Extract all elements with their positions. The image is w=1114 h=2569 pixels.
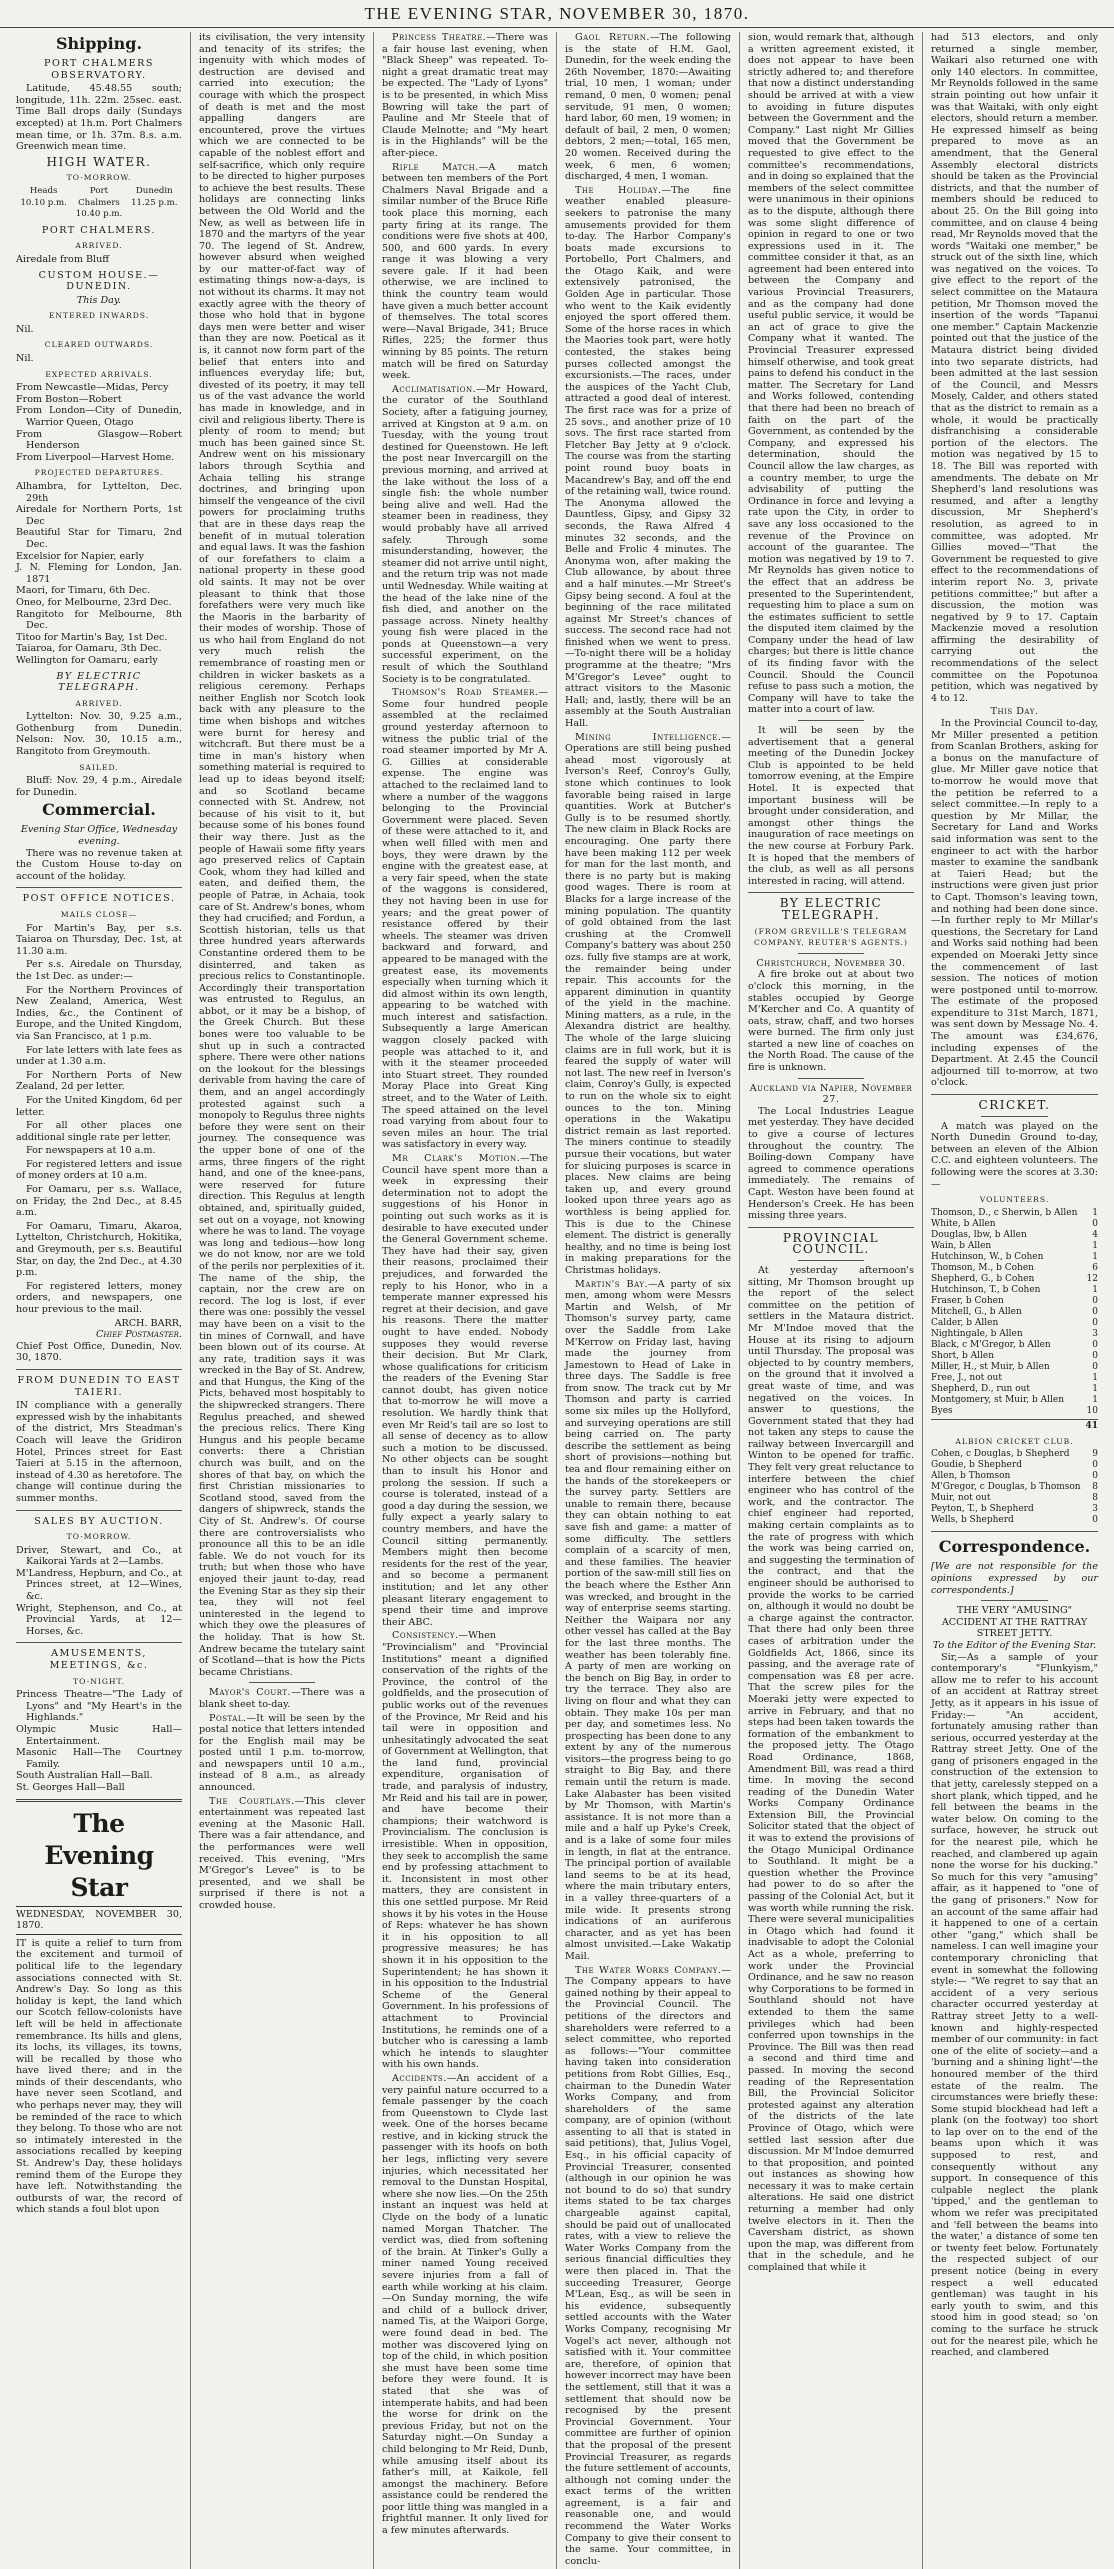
article-courtlays: The Courtlays.—This clever entertainment was repeated last evening at the Masonic Hall. There was a fair attendance, and the performances were well received. This evening, "Mrs M'Gregor's Levee" is to be presented, and we shall be surprised if there is not a crowded house. [199, 1795, 365, 1911]
total-row: 41 [931, 1419, 1098, 1432]
article-item: Mr Clark's Motion.—The Council have spent more than a week in expressing their determination not to adopt the suggestions of his Honor in pointing out such works as it is desirable to have executed under the General Government scheme. They have had their say, given their reasons, proclaimed their prejudices, and forwarded the reply to his Honor, who in a temperate manner expressed his regret at their decision, and gave his reasons. There the matter ought to have ended. Nobody supposes they would reverse their decision. But Mr Clark, whose qualifications for criticism the readers of the Evening Star cannot doubt, has given notice that to-morrow he will move a resolution. We hardly think that even Mr Reid's tail are so lost to all sense of decency as to allow such a motion to be discussed. No other objects can be sought than to insult his Honor and prolong the session. If such a course is tolerated, instead of a good a day during the session, we fully expect a yearly salary to country members, and have the Council sitting permanently. Members might then become residents for the rest of the year, and so become a permanent institution; and let any other pleasant literary engagement to spend their time and improve their ABC. [382, 1153, 548, 1628]
arrived-text: Airedale from Bluff [16, 253, 110, 265]
table-row: Thomson, M., b Cohen 6 [931, 1262, 1098, 1273]
column-1 [8, 32, 191, 2569]
amusements-list [16, 1689, 182, 1793]
list-item: Olympic Music Hall—Entertainment. [16, 1724, 182, 1747]
article-item: Gaol Return.—The following is the state of H.M. Gaol, Dunedin, for the week ending the 26th November, 1870:—Awaiting trial, 10 men, 1 woman; under remand, 0 men, 0 women; penal servitude, 91 men, 0 women; hard labor, 60 men, 19 women; in default of bail, 2 men, 0 women; debtors, 2 men;—total, 165 men, 20 women. Received during the week, 6 men, 6 women; discharged, 4 men, 1 woman. [565, 32, 731, 183]
amusements-heading: AMUSEMENTS, MEETINGS, &c. [49, 1648, 149, 1672]
list-item: M'Landress, Hepburn, and Co., at Princes street, at 12—Wines, &c. [16, 1567, 182, 1603]
table-row: Montgomery, st Muir, b Allen 1 [931, 1394, 1098, 1405]
mails-list [16, 923, 182, 1316]
table-row: Short, b Allen 0 [931, 1350, 1098, 1361]
article-item: Mining Intelligence.—Operations are still being pushed ahead most vigorously at Iverson's Reef, Conroy's Gully, stone which continues to look favorable being raised in large quantities. Work at Butcher's Gully is to be resumed shortly. The new claim in Black Rocks are encouraging. One party there have been making 112 per week for man for the last month, and there is no party but is making good wages. There is room at Blacks for a large increase of the mining population. The quantity of gold obtained from the last crushing at the Cromwell Company's battery was about 250 ozs. fully five stamps are at work, the remainder being under repair. This accounts for the apparent diminution in quantity of the yield in the machine. Mining matters, as a rule, in the Alexandra district are healthy. The whole of the large sluicing claims are in full work, but it is feared the supply of water will not last. The new reef in Iverson's claim, Conroy's Gully, is expected to run on the whole six to eight ounces to the ton. Mining operations in the Wakatipu district remain as last reported. The miners continue to steadily pursue their vocations, but water for sluicing purposes is scarce in places. New claims are being taken up, and every ground looked upon three years ago as worthless is being applied for. This is due to the Chinese element. The district is generally healthy, and no time is being lost in making preparations for the Christmas holidays. [565, 731, 731, 1276]
projected-departures-label: PROJECTED DEPARTURES. [34, 468, 164, 478]
cleared-outwards-label: CLEARED OUTWARDS. [44, 340, 154, 350]
table-row: Wells, b Shepherd 0 [931, 1515, 1098, 1526]
table-row: Free, J., not out 1 [931, 1372, 1098, 1383]
masthead [0, 0, 1114, 28]
departures-list [16, 481, 182, 667]
po-footer: Chief Post Office, Dunedin, Nov. 30, 1870. [16, 1340, 182, 1364]
list-item: For registered letters, money orders, and newspapers, one hour previous to the mail. [16, 1280, 182, 1315]
observatory-heading: PORT CHALMERS OBSERVATORY. [44, 58, 154, 81]
table-row: Calder, b Allen 0 [931, 1317, 1098, 1328]
observatory-text: Latitude, 45.48.55 south; longitude, 11h. 22m. 25sec. east. Time Ball drops daily (Sundays excepted) at 1h.m. Port Chalmers mean time, or 1h. 37m. 8.s. a.m. Greenwich mean time. [16, 83, 182, 153]
list-item: Taiaroa, for Oamaru, 3th Dec. [16, 643, 162, 655]
list-item: Masonic Hall—The Courtney Family. [16, 1747, 182, 1770]
council-continued: had 513 electors, and only returned a single member, Waikari also returned one with only 140 electors. In committee, Mr Reynolds followed in the same strain pointing out how unfair it was that Waitaki, with only eight electors, should return a member. He expressed himself as being prepared to move as an amendment, that the General Assembly electoral districts should be taken as the Provincial districts, and that the number of members should be reduced to about 25. On the Bill going into committee, and on clause 4 being read, Mr Reynolds moved that the words "Waitaki one member," be struck out of the sixth line, which was negatived on the voices. To give effect to the report of the select committee on the Mataura petition, Mr Thomson moved the insertion of the words "Tapanui one member." Captain Mackenzie pointed out that the justice of the Mataura district being divided into two separate districts, had been admitted at the last session of the Council, and Messrs Mosely, Calder, and others stated that as the district to remain as a whole, it would be practically disfranchising a considerable portion of the electors. The motion was negatived by 15 to 18. The Bill was reported with amendments. The debate on Mr Shepherd's land resolutions was resumed, and after a lengthy discussion, Mr Shepherd's resolution, as agreed to in committee, was adopted. Mr Gillies moved—"That the Government be requested to give effect to the recommendations of interim report No. 3, private petitions committee;" but after a discussion, the motion was negatived by 9 to 17. Captain Mackenzie moved a resolution affirming the desirability of carrying out the recommendations of the select committee on the Popotunoa petition, which was negatived by 4 to 12. [931, 32, 1098, 704]
mails-close-label: MAILS CLOSE— [60, 910, 138, 919]
sailed-label: SAILED. [79, 762, 119, 772]
nil-2: Nil. [16, 353, 34, 365]
waterworks-continued: sion, would remark that, although a written agreement existed, it does not appear to have been strictly adhered to; and therefore that now a distinct understanding should be arrived at with a view to avoiding in future disputes between the Government and the Company." Last night Mr Gillies moved that the Government be requested to give effect to the committee's recommendations, and in doing so explained that the members of the select committee were unanimous in their opinions as to the dispute, although there was some slight difference of opinion in regard to one or two expressions used in it. The committee consider it that, as an agreement had been entered into between the Company and various Provincial Treasurers, and as the company had done useful public service, it would be an act of grace to give the Company what it wanted. The Provincial Treasurer expressed himself otherwise, and took great pains to defend his conduct in the matter. The Secretary for Land and Works followed, contending that there had been no breach of faith on the part of the Government, as contended by the Company, and expressed his determination, should the Council allow the law charges, as a country member, to urge the advisability of putting the Ordinance in force and levying a rate upon the City, in order to save any loss occasioned to the revenue of the Province on account of the guarantee. The motion was negatived by 19 to 7. Mr Reynolds has given notice to the effect that an address be presented to the Superintendent, requesting him to place a sum on the estimates sufficient to settle the disputed item claimed by the Company under the head of law charges; but there is little chance of its finding favor with the Council. Should the Council refuse to pass such a motion, the Company will have to take the matter into a court of law. [748, 32, 914, 716]
article-item: The Water Works Company.—The Company appears to have gained nothing by their appeal to the Provincial Council. The petitions of the directors and shareholders were referred to a select committee, who reported as follows:—"Your committee having taken into consideration petitions from Robt Gillies, Esq., chairman to the Dunedin Water Works Company, and from shareholders of the same company, are of opinion (without assenting to all that is stated in said petitions), that, Julius Vogel, Esq., in his official capacity of Provincial Treasurer, consented (although in our opinion he was not bound to do so) that sundry items stated to be tax charges chargeable against capital, should be paid out of unallocated rates, with a view to relieve the Water Works Company from the serious financial difficulties they were then placed in. That the succeeding Treasurer, George M'Lean, Esq., as will be seen in his evidence, subsequently settled accounts with the Water Works Company, recognising Mr Vogel's act never, although not satisfied with it. Your committee are, therefore, of opinion that however incorrect may have been the settlement, still that it was a settlement that should now be recognised by the present Provincial Government. Your committee are further of opinion that the proposal of the present Provincial Treasurer, as regards the future settlement of accounts, although not coming under the exact terms of the written agreement, is a fair and reasonable one, and would recommend the Water Works Company to give their consent to the same. Your committee, in conclu- [565, 1964, 731, 2567]
arrived2-label: ARRIVED. [75, 698, 123, 708]
expected-arrivals-label: EXPECTED ARRIVALS. [45, 369, 153, 379]
correspondence-note: [We are not responsible for the opinions expressed by our correspondents.] [931, 1561, 1098, 1596]
article-item: Consistency.—When "Provincialism" and "Provincial Institutions" meant a dignified conservation of the rights of the Province, the control of the goldfields, and the prosecution of public works out of the revenues of the Province, Mr Reid and his tail were in opposition and unhesitatingly advocated the seat of Government at Wellington, that the land fund, provincial expenditure, organisation of trade, and paralysis of industry, Mr Reid and his tail are in power, and have become their champions; their watchword is Provincialism. The conclusion is irresistible. When in opposition, they seek to accomplish the same end by professing attachment to it. Inconsistent in most other matters, they are consistent in this one settled purpose. Mr Reid shows it by his votes in the House of Reps: whatever he has shown it in his opposition to all progressive measures; he has shown it in his opposition to the Superintendent; he has shown it in his opposition to the Industrial Scheme of the General Government. In his professions of attachment to Provincial Institutions, he reminds one of a butcher who is caressing a lamb which he intends to slaughter with his own hands. [382, 1630, 548, 2071]
telegraph-credit: (FROM GREVILLE'S TELEGRAM COMPANY, REUTER'S AGENTS.) [753, 926, 908, 948]
list-item: Maori, for Timaru, 6th Dec. [16, 585, 151, 597]
christchurch-text: A fire broke out at about two o'clock this morning, in the stables occupied by George M'Kercher and Co. A quantity of oats, straw, chaff, and two horses were burned. The firm only just started a new line of coaches on the North Road. The cause of the fire is unknown. [748, 969, 914, 1074]
telegraph-title: BY ELECTRIC TELEGRAPH. [779, 896, 883, 922]
correspondence-heading: Correspondence. [938, 1537, 1091, 1557]
table-row: Thomson, D., c Sherwin, b Allen 1 [931, 1207, 1098, 1218]
table-row: Nightingale, b Allen 3 [931, 1328, 1098, 1339]
po-signature-name: ARCH. BARR, [114, 1317, 182, 1329]
masthead-title: THE EVENING STAR, NOVEMBER 30, 1870. [364, 3, 750, 23]
this-day-label: This Day. [76, 294, 122, 306]
article-item: Acclimatisation.—Mr Howard, the curator of the Southland Society, after a fatiguing journey, arrived at Kingston at 9 a.m. on Tuesday, with the young trout destined for Queenstown. He left the post near Invercargill on the previous morning, and arrived at the lake without the loss of a single fish: the whole number being alive and well. Had the steamer been in readiness, they would probably have all arrived safely. Through some misunderstanding, however, the steamer did not arrive until night, and the return trip was not made until Wednesday. While waiting at the head of the lake nine of the fish died, and another on the passage across. Ninety healthy young fish were placed in the ponds at Queenstown—a very successful experiment, on the result of which the Southland Society is to be congratulated. [382, 383, 548, 685]
albion-scorecard [931, 1449, 1098, 1526]
list-item: Rangitoto for Melbourne, 8th Dec. [16, 608, 182, 632]
dateline: WEDNESDAY, NOVEMBER 30, 1870. [16, 1906, 182, 1935]
article-item: Martin's Bay.—A party of six men, among whom were Messrs Martin and Welsh, of Mr Thomson's survey party, came over the Saddle from Lake M'Kerrow on Friday last, having made the journey from Jamestown to Head of Lake in three days. The Saddle is free from snow. The track cut by Mr Thomson and party is carried some six miles up the Hollyford, and surveying operations are still being carried on. The party describe the settlement as being short of provisions—nothing but tea and flour remaining either on the hands of the storekeepers or the survey party. Settlers are unable to remain there, because they can obtain nothing to eat save fish and game: a matter of some difficulty. The settlers complain of a scarcity of men, and these families. The heavier portion of the saw-mill still lies on the beach where the Esther Ann was wrecked, and brought in the way of enterprise seems starting. Neither the Waipara nor any other vessel has called at the Bay for the last three months. The weather has been tolerably fine. A party of men are working on the bench on Big Bay, in order to try the terrace. They also are living on flour and what they can obtain. They make 10s per man per day, and sometimes less. No prospecting has been done to any extent by any of the numerous visitors—the progress being to go straight to Big Bay, and there remain until the return is made. Lake Alabaster has been visited by Mr Thomson, with Martin's assistance. It is not more than a mile and a half up Pyke's Creek, and is a lake of some four miles in length, in flat at the entrance. The principal portion of available land seems to be at its head, where the main tributary enters, in a valley three-quarters of a mile wide. It presents strong indications of an auriferous character, and as yet has been almost unvisited.—Lake Wakatip Mail. [565, 1278, 731, 1962]
list-item: For late letters with late fees as under at 1.30 a.m. [16, 1044, 182, 1068]
commercial-heading: Commercial. [42, 800, 156, 820]
list-item: Titoo for Martin's Bay, 1st Dec. [16, 631, 168, 643]
high-water-heading: HIGH WATER. [46, 154, 152, 169]
list-item: From Glasgow—Robert Henderson [16, 428, 182, 452]
table-row: Douglas, lbw, b Allen 4 [931, 1229, 1098, 1240]
table-row: Peyton, T., b Shepherd 3 [931, 1504, 1098, 1515]
auckland-text: The Local Industries League met yesterday. They have decided to give a course of lectures throughout the country. The Boiling-down Company have agreed to commence operations immediately. The remains of Capt. Weston have been found at Henderson's Creek. He has been missing three years. [748, 1105, 914, 1222]
table-row: Hutchinson, W., b Cohen 1 [931, 1251, 1098, 1262]
table-row: Allen, b Thomson 0 [931, 1471, 1098, 1482]
volunteers-heading: VOLUNTEERS. [979, 1195, 1050, 1205]
column-4 [557, 32, 740, 2569]
auction-heading: SALES BY AUCTION. [34, 1515, 164, 1527]
list-item: Wright, Stephenson, and Co., at Provincial Yards, at 12—Horses, &c. [16, 1602, 182, 1637]
auction-list [16, 1545, 182, 1638]
telegraph-heading: BY ELECTRIC TELEGRAPH. [56, 670, 142, 694]
christchurch-dateline: Christchurch, November 30. [756, 957, 906, 969]
tide-port-chalmers: Port Chalmers 10.40 p.m. [75, 185, 123, 220]
entered-inwards-label: ENTERED INWARDS. [48, 311, 150, 321]
list-item: J. N. Fleming for London, Jan. 1871 [16, 562, 182, 585]
commercial-office: Evening Star Office, Wednesday evening. [20, 824, 178, 848]
list-item: From Boston—Robert [16, 393, 122, 405]
list-item: Per s.s. Airedale on Thursday, the 1st Dec. as under:— [16, 959, 182, 982]
letter-salutation: To the Editor of the Evening Star. [932, 1639, 1097, 1651]
table-row: Byes 10 [931, 1405, 1098, 1416]
list-item: Wellington for Oamaru, early [16, 654, 158, 666]
list-item: St. Georges Hall—Ball [16, 1781, 125, 1793]
column-6 [923, 32, 1106, 2569]
auction-tomorrow-label: TO-MORROW. [66, 1532, 132, 1542]
volunteers-scorecard [931, 1208, 1098, 1432]
commercial-text: There was no revenue taken at the Custom House to-day on account of the holiday. [16, 847, 182, 882]
sailed-text: Bluff: Nov. 29, 4 p.m., Airedale for Dunedin. [16, 775, 182, 798]
races-notice: It will be seen by the advertisement that a general meeting of the Dunedin Jockey Club is appointed to be held tomorrow evening, at the Empire Hotel. It is expected that important business will be brought under consideration, and amongst other things the inauguration of race meetings on the new course at Forbury Park. It is hoped that the members of the club, as well as all persons interested in racing, will attend. [748, 725, 914, 887]
leader-continued: its civilisation, the very intensity and tenacity of its strifes; the ingenuity with which modes of destruction are devised and carried into execution; the courage with which the prospect of death is met and the most appalling dangers are encountered, prove the virtues which we are connected to be capable of the noblest effort and self-sacrifice, which only require to be directed to higher purposes to achieve the best results. These holidays are connecting links between the Old World and the New, as well as between life in 1870 and the martyrs of the year 70. The legend of St. Andrew, however absurd when weighed by our matter-of-fact way of estimating things now-a-days, is not without its charms. It may not exactly agree with the theory of those who hold that in bygone days men were better and wiser than they are now. Poetical as it is, it cannot now form part of the belief that enters into and influences everyday life; but, divested of its poetry, it may tell us of the vast advance the world has made in knowledge, and in civil and religious liberty. There is plenty of room to mend; but much has been gained since St. Andrew went on his missionary labors through Scythia and Achaia telling his strange doctrines, and bringing upon himself the vengeance of the civil powers for proclaiming truths that are in these days reap the benefit of in mutual toleration and equal laws. It was the fashion of our forefathers to claim a national property in these good old saints. It may not be over pleasant to think that those forefathers were very much like the Maoris in the barbarity of their modes of worship. Those of us who hail from England do not very much relish the remembrance of roasting men or children in wicker baskets as a religious ceremony. Perhaps neither English nor Scotch look back with any pleasure to the time when bishops and witches were burnt for heresy and witchcraft. But there must be a time in man's history when something material is required to lead up to ideas beyond itself; and so Scotland became connected with St. Andrew, not because of his visit to it, but because some of his bones found their way there. Just as the people of Hawaii some fifty years ago preserved relics of Captain Cook, whom they had killed and eaten, and deified them, the people of Patræ, in Achaia, took care of St. Andrew's bones, whom they had crucified; and Fordun, a Scottish historian, tells us that three hundred years afterwards Constantine ordered them to be disinterred, and taken as precious relics to Constantinople. Accordingly their transportation was entrusted to Regulus, an abbot, or it may be a bishop, of the Greek Church. But these bones were too valuable to be shut up in such a contracted sphere. There were other nations on the lookout for the blessings derivable from having the care of them, and an angel accordingly protested against such a monopoly to Regulus three nights before they were sent on their journey. The consequence was the upper bone of one of the arms, three fingers of the right hand, and one of the knee-pans, were reserved for future direction. This Regulus at length obtained, and, spiritually guided, set out on a voyage, not knowing where he was to land. The voyage was long and tedious—how long we do not know, nor are we told of the perils nor perplexities of it. The name of the ship, the captain, nor the crew are on record. The log is lost, if ever there was one: possibly the vessel may have been on a visit to the tin mines of Cornwall, and have been blown out of its course. At any rate, tradition says it was wrecked in the Bay of St. Andrew, and that Hungus, the King of the Picts, behaved most hospitably to the shipwrecked strangers. There Regulus preached, and shewed the precious relics. There King Hungus and his people became converts: there a Christian church was built, and on the shores of that bay, on which the first Christian missionaries to Scotland stood, saved from the dangers of shipwreck, stands the City of St. Andrew's. Of course there are controversialists who pronounce all this to be an idle fable. We do not vouch for its truth; but when those who have enjoyed their jaunt to-day, read the Evening Star as they sip their tea, they will not feel uninterested in the legend to which they owe the pleasures of the holiday. That is how St. Andrew became the tutelary saint of Scotland—that is how the Picts became Christians. [199, 32, 365, 1678]
article-postal: Postal.—It will be seen by the postal notice that letters intended for the English mail may be posted until 1 p.m. to-morrow, and newspapers until 10 a.m., instead of 8 a.m., as already announced. [199, 1712, 365, 1794]
tide-dunedin: Dunedin 11.25 p.m. [131, 185, 178, 208]
list-item: Oneo, for Melbourne, 23rd Dec. [16, 596, 172, 608]
list-item: From Newcastle—Midas, Percy [16, 382, 169, 394]
list-item: From Liverpool—Harvest Home. [16, 451, 175, 463]
article-item: Thomson's Road Steamer.—Some four hundred people assembled at the reclaimed ground yesterday afternoon to witness the public trial of the road steamer imported by Mr A. G. Gillies at considerable expense. The engine was attached to the reclaimed land to where a number of the waggons belonging to the Provincial Government were placed. Seven of these were attached to it, and when well filled with men and boys, they were drawn by the engine with the greatest ease, at a very fair speed, when the state of the waggons is considered, they not having been in use for years; and the great power of resistance offered by their wheels. The steamer was driven backward and forward, and appeared to be managed with the greatest ease, its movements especially when turning which it did almost within its own length, appearing to be watched with much interest and satisfaction. Subsequently a large American waggon closely packed with people was attached to it, and with it the steamer proceeded into Stuart street. They rounded Moray Place into Great King street, and to the Water of Leith. The speed attained on the level road varying from about four to seven miles an hour. The trial was satisfactory in every way. [382, 687, 548, 1151]
cricket-intro: A match was played on the North Dunedin Ground to-day, between an eleven of the Albion C.C. and eighteen volunteers. The following were the scores at 3.30:— [931, 1120, 1098, 1190]
arrived-label: ARRIVED. [75, 241, 123, 251]
list-item: Excelsior for Napier, early [16, 550, 145, 562]
list-item: For the Northern Provinces of New Zealand, America, West Indies, &c., the Continent of Europe, and the United Kingdom, via San Francisco, at 1 p.m. [16, 984, 182, 1042]
leader-text: IT is quite a relief to turn from the excitement and turmoil of political life to the legendary associations connected with St. Andrew's Day. So long as this holiday is kept, the land which our Scotch fellow-colonists have left will be held in affectionate remembrance. Its hills and glens, its lochs, its villages, its towns, will be recalled by those who have lived there; and in the minds of their descendants, who have never seen Scotland, and who perhaps never may, they will be reminded of the race to which they belong. To those who are not so intimately interested in the associations recalled by keeping St. Andrew's Day, these holidays remind them of the Europe they have left. Notwithstanding the outbursts of war, the record of which stands a foul blot upon [16, 1937, 182, 2216]
paper-title: The Evening Star [44, 1808, 154, 1902]
article-item: Princess Theatre.—There was a fair house last evening, when "Black Sheep" was repeated. To-night a great dramatic treat may be expected. The "Lady of Lyons" is to be presented, in which Miss Bowring will take the part of Pauline and Mr Steele that of Claude Melnotte; and "My heart is in the Highlands" will be the after-piece. [382, 32, 548, 159]
po-signature-title: Chief Postmaster. [95, 1329, 182, 1341]
article-item: Rifle Match.—A match between ten members of the Port Chalmers Naval Brigade and a similar number of the Bruce Rifle took place this morning, each party firing at its range. The conditions were five shots at 400, 500, and 600 yards. In every range it was blowing a very severe gale. If it had been otherwise, we are inclined to think the country team would have given a much better account of themselves. The total scores were—Naval Brigade, 341; Bruce Rifles, 225; the former thus winning by 85 points. The return match will be fired on Saturday week. [382, 161, 548, 382]
list-item: For registered letters and issue of money orders at 10 a.m. [16, 1158, 182, 1182]
column-2 [191, 32, 374, 2569]
tomorrow-label: TO-MORROW. [66, 173, 132, 183]
tonight-label: TO-NIGHT. [73, 1676, 125, 1686]
list-item: For newspapers at 10 a.m. [26, 1145, 156, 1157]
table-row: Muir, not out 8 [931, 1493, 1098, 1504]
list-item: Alhambra, for Lyttelton, Dec. 29th [16, 481, 182, 504]
table-row: M'Gregor, c Douglas, b Thomson 8 [931, 1482, 1098, 1493]
shipping-heading: Shipping. [55, 34, 143, 53]
taieri-heading: FROM DUNEDIN TO EAST TAIERI. [17, 1374, 181, 1398]
this-day-heading: This Day. [990, 706, 1039, 718]
table-row: Wain, b Allen 1 [931, 1240, 1098, 1251]
article-item: The Holiday.—The fine weather enabled pleasure-seekers to patronise the many amusements provided for them to-day. The Harbor Company's boats made excursions to Portobello, Port Chalmers, and the Otago Kaik, and were extensively patronised, the Golden Age in particular. Those who went to the Kaik evidently enjoyed the sport offered them. Some of the horse races in which the Maories took part, were hotly contested, the stakes being purses collected amongst the excursionists.—The races, under the auspices of the Yacht Club, attracted a good deal of interest. The first race was for a prize of 25 sovs., and another prize of 10 sovs. The first race started from Fletcher Bay Jetty at 9 o'clock. The course was from the starting point round buoy boats in Macandrew's Bay, and off the end of the retaining wall, twice round. The Anonyma allowed the Dauntless, Gipsy, and Gipsy 32 seconds, the Rawa Alfred 4 minutes 32 seconds, and the Belle and Frolic 4 minutes. The Anonyma won, after making the Club allowance, by about three and a half minutes.—Mr Street's Gipsy being second. A foul at the beginning of the race militated against Mr Street's chances of success. The second race had not finished when we went to press.—To-night there will be a holiday programme at the theatre; "Mrs M'Gregor's Levee" ought to attract visitors to the Masonic Hall; and, lastly, there will be an assembly at the South Australian Hall. [565, 184, 731, 730]
list-item: For Oamaru, Timaru, Akaroa, Lyttelton, Christchurch, Hokitika, and Greymouth, per s.s. Beautiful Star, on day, the 2nd Dec., at 4.30 p.m. [16, 1220, 182, 1279]
list-item: From London—City of Dunedin, Warrior Queen, Otago [16, 405, 182, 429]
list-item: South Australian Hall—Ball. [16, 1770, 153, 1782]
table-row: Black, c M'Gregor, b Allen 0 [931, 1339, 1098, 1350]
this-day-text: In the Provincial Council to-day, Mr Miller presented a petition from Scanlan Brothers, asking for a bonus on the manufacture of glue. Mr Miller gave notice that to-morrow he would move that the petition be referred to a select committee.—In reply to a question by Mr Millar, the Secretary for Land and Works said information was sent to the engineer to act with the harbor master to examine the sandbank at Taieri Head; but the instructions were given just prior to Capt. Thomson's leaving town, and nothing had been done since.—In further reply to Mr Millar's questions, the Secretary for Land and Works said nothing had been expended on Moeraki Jetty since the commencement of last session. The notices of motion were postponed until to-morrow. The estimate of the proposed expenditure to 31st March, 1871, was sent down by Message No. 4. The amount was £34,676, including expenses of the Department. At 2.45 the Council adjourned till to-morrow, at two o'clock. [931, 718, 1098, 1089]
list-item: For Martin's Bay, per s.s. Taiaroa on Thursday, Dec. 1st, at 11.30 a.m. [16, 922, 182, 957]
table-row: Hutchinson, T., b Cohen 1 [931, 1284, 1098, 1295]
table-row: Shepherd, D., run out 1 [931, 1383, 1098, 1394]
table-row: Cohen, c Douglas, b Shepherd 9 [931, 1449, 1098, 1460]
port-chalmers-heading: PORT CHALMERS. [41, 224, 157, 236]
nil-1: Nil. [16, 323, 34, 335]
table-row: Goudie, b Shepherd 0 [931, 1460, 1098, 1471]
list-item: Beautiful Star for Timaru, 2nd Dec. [16, 527, 182, 550]
letter-text: Sir,—As a sample of your contemporary's "Flunkyism," allow me to refer to his account of an accident at Rattray street Jetty, as it appears in his issue of Friday:— "An accident, fortunately amusing rather than serious, occurred yesterday at the Rattray street Jetty. One of the gang of prisoners engaged in the construction of the extension to that jetty, carelessly stepped on a short plank, which tipped, and he fell between the beams in the water below. On coming to the surface, however, he struck out for the nearest pile, which he reached, and clambered up again none the worse for his ducking." So much for this very "amusing" affair, as it happened to "one of the gang of prisoners." Now for an account of the same affair had it happened to one of a certain other "gang," which shall be nameless. I can well imagine your contemporary chronicling that event in somewhat the following style:— "We regret to say that an accident of a very serious character occurred yesterday at Rattray street Jetty to a well-known and highly-respected member of our community: in fact one of the elite of society—and a 'burning and a shining light'—the honoured member of the third estate of the realm. The circumstances were briefly these: Some stupid blockhead had left a plank (on the footway) too short to lap over on to the end of the beams upon which it was supposed to rest, and consequently without any support. In consequence of this culpable neglect the plank 'tipped,' and the gentleman to whom we refer was precipitated and 'fell between the beams into the water,' a distance of some ten or twenty feet below. Fortunately the respected subject of our present notice (being in every respect a well educated gentleman) was taught in his early youth to swim, and this stood him in good stead; so 'on coming to the surface he struck out for the nearest pile, which he reached, and clambered [931, 1651, 1098, 2359]
list-item: For Northern Ports of New Zealand, 2d per letter. [16, 1069, 182, 1093]
table-row: Fraser, b Cohen 0 [931, 1295, 1098, 1306]
table-row: Miller, H., st Muir, b Allen 0 [931, 1361, 1098, 1372]
albion-heading: ALBION CRICKET CLUB. [955, 1436, 1074, 1446]
article-item: Accidents.—An accident of a very painful nature occurred to a female passenger by the coach from Queenstown to Clyde last week. One of the horses became restive, and in kicking struck the passenger with its hoofs on both her legs, inflicting very severe injuries, which necessitated her removal to the Dunstan Hospital, where she now lies.—On the 25th instant an inquest was held at Clyde on the body of a lunatic named Morgan Thatcher. The verdict was, died from softening of the brain. At Tinker's Gully a miner named Young received severe injuries from a fall of earth while working at his claim.—On Sunday morning, the wife and child of a bullock driver, named Tis, at the Waipori Gorge, were found dead in bed. The mother was discovered lying on top of the child, in which position she must have been some time before they were found. It is stated that she was of intemperate habits, and had been the worse for drink on the previous Friday, but not on the Saturday night.—On Sunday a child belonging to Mr Reid, Dunb, while amusing itself about its father's mill, at Kaikole, fell amongst the machinery. Before assistance could be rendered the poor little thing was mangled in a frightful manner. It only lived for a few minutes afterwards. [382, 2072, 548, 2537]
tide-table [16, 186, 182, 221]
list-item: For the United Kingdom, 6d per letter. [16, 1094, 182, 1118]
cricket-title: CRICKET. [978, 1098, 1051, 1113]
table-row: White, b Allen 0 [931, 1218, 1098, 1229]
tide-heads: Heads 10.10 p.m. [20, 185, 67, 208]
list-item: For Oamaru, per s.s. Wallace, on Friday, the 2nd Dec., at 8.45 a.m. [16, 1184, 182, 1219]
letter-headline: THE VERY "AMUSING" ACCIDENT AT THE RATTRAY STREET JETTY. [941, 1605, 1088, 1640]
council-title: PROVINCIAL COUNCIL. [782, 1230, 880, 1257]
list-item: Princess Theatre—"The Lady of Lyons" and "My Heart's in the Highlands." [16, 1689, 182, 1724]
arrived2-text: Lyttelton: Nov. 30, 9.25 a.m., Gothenburg from Dunedin. Nelson: Nov. 30, 10.15 a.m., Rangitoto from Greymouth. [16, 711, 182, 758]
column-3 [374, 32, 557, 2569]
table-row: Mitchell, G., b Allen 0 [931, 1306, 1098, 1317]
council-text: At yesterday afternoon's sitting, Mr Thomson brought up the report of the select committee on the petition of settlers in the Mataura district. Mr M'Indoe moved that the House at its rising to adjourn until Thursday. The proposal was objected to by country members, on the ground that it involved a great waste of time, and was negatived on the voices. In answer to questions, the Government stated that they had not taken any steps to cause the railway between Invercargill and Winton to be opened for traffic. They felt very great reluctance to interfere between the chief engineer who has control of the work, and the contractor. The chief engineer had reported, making certain complaints as to the rate of progress with which the work was being carried on, and suggesting the termination of the contract, and that the engineer should be authorised to provide the works to be carried on, although it would no doubt be a charge against the contractor. That there had only been three cases of arbitration under the Goldfields Act, 1866, since its passing, and the average rate of compensation was £8 per acre. That the screw piles for the Moeraki jetty were expected to arrive in February, and that no steps had been taken towards the formation of the embankment to the proposed jetty. The Otago Road Ordinance, 1868, Amendment Bill, was read a third time. In moving the second reading of the Dunedin Water Works Company Ordinance Extension Bill, the Provincial Solicitor stated that the object of it was to extend the provisions of the Otago Municipal Ordinance to Southland. It might be a question whether the Province had power to do so after the passing of the Colonial Act, but it was worth while running the risk. There were several municipalities in Otago which had found it inadvisable to adopt the Colonial Act as a whole, preferring to work under the Provincial Ordinance, and he saw no reason why Corporations to be formed in Southland should not have extended to them the same privileges which had been conferred upon townships in the Province. The Bill was then read a second and third time and passed. In moving the second reading of the Representation Bill, the Provincial Solicitor protested against any alteration of the districts of the late Province of Otago, which were settled last session after due discussion. Mr M'Indoe demurred to that proposition, and pointed out instances as showing how necessary it was to make certain alterations. He said one district returning a member had only twelve electors in it. Then the Caversham district, as shown upon the map, was different from that in the schedule, and he complained that while it [748, 1264, 914, 2274]
list-item: Airedale for Northern Ports, 1st Dec [16, 504, 182, 527]
taieri-text: IN compliance with a generally expressed wish by the inhabitants of the district, Mrs Steadman's Coach will leave the Gridiron Hotel, Princes street for East Taieri at 5.15 in the afternoon, instead of 4.30 as heretofore. The change will continue during the summer months. [16, 1400, 182, 1504]
list-item: Driver, Stewart, and Co., at Kaikorai Yards at 2—Lambs. [16, 1544, 182, 1568]
customs-heading: CUSTOM HOUSE.—DUNEDIN. [38, 269, 160, 293]
post-office-heading: POST OFFICE NOTICES. [22, 893, 176, 905]
page-columns [8, 32, 1106, 2567]
table-row: Shepherd, G., b Cohen 12 [931, 1273, 1098, 1284]
column-5 [740, 32, 923, 2569]
arrivals-list [16, 382, 182, 463]
auckland-dateline: Auckland via Napier, November 27. [749, 1082, 913, 1106]
list-item: For all other places one additional single rate per letter. [16, 1120, 182, 1143]
article-mayor: Mayor's Court.—There was a blank sheet to-day. [199, 1687, 365, 1710]
